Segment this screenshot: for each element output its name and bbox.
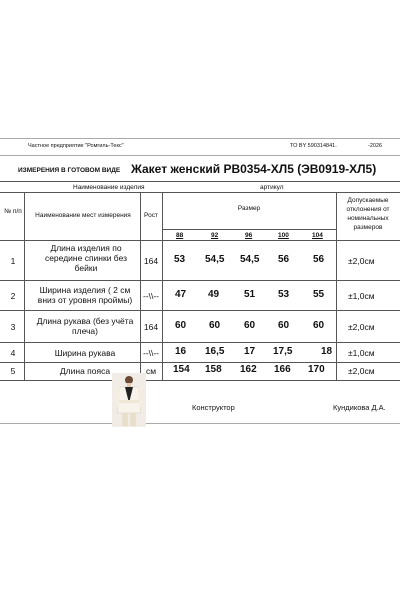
size-value: 53 (174, 254, 186, 265)
tolerance-value: ±2,0см (348, 256, 375, 266)
size-value: 16,5 (205, 346, 225, 357)
size-value: 54,5 (240, 254, 260, 265)
constructor-label: Конструктор (192, 403, 235, 412)
size-value: 60 (175, 320, 187, 331)
size-value: 49 (208, 289, 220, 300)
col-header-number: № п/п (4, 208, 22, 215)
measure-name: Длина рукава (без учёта плеча) (36, 316, 134, 336)
tolerance-value: ±2,0см (348, 322, 375, 332)
size-label: 96 (245, 232, 253, 239)
year: -2026 (368, 143, 383, 149)
size-value: 170 (308, 364, 325, 375)
row-number: 5 (10, 366, 16, 376)
size-label: 104 (312, 232, 323, 239)
size-value: 60 (244, 320, 256, 331)
measure-name: Ширина рукава (54, 348, 116, 358)
measure-name: Длина пояса (59, 366, 111, 376)
size-value: 60 (209, 320, 221, 331)
size-label: 88 (176, 232, 184, 239)
col-header-measure: Наименование мест измерения (35, 212, 131, 219)
product-name-label: Наименование изделия (73, 184, 145, 191)
size-value: 16 (175, 346, 187, 357)
size-value: 18 (321, 346, 333, 357)
tolerance-value: ±2,0см (348, 366, 375, 376)
measure-name: Длина изделия по середине спинки без бейки (44, 243, 128, 273)
size-value: 162 (240, 364, 257, 375)
constructor-name: Кундикова Д.А. (333, 403, 386, 412)
col-header-size: Размер (237, 205, 261, 212)
measure-name: Ширина изделия ( 2 см вниз от уровня проймы) (37, 285, 133, 305)
col-header-height: Рост (144, 212, 158, 219)
standard-number: ТО BY 590314841. (290, 143, 337, 149)
height-value: --\\-- (142, 291, 160, 301)
size-value: 51 (244, 289, 256, 300)
measurements-caption: ИЗМЕРЕНИЯ В ГОТОВОМ ВИДЕ (18, 167, 121, 174)
size-value: 56 (313, 254, 325, 265)
size-value: 17,5 (273, 346, 293, 357)
product-title: Жакет женский РВ0354-ХЛ5 (ЭВ0919-ХЛ5) (131, 162, 377, 176)
height-value: --\\-- (142, 348, 160, 358)
size-value: 55 (313, 289, 325, 300)
size-value: 60 (313, 320, 325, 331)
size-label: 100 (278, 232, 289, 239)
size-value: 158 (205, 364, 222, 375)
size-value: 56 (278, 254, 290, 265)
size-value: 17 (244, 346, 256, 357)
height-value: 164 (143, 256, 159, 266)
tolerance-value: ±1,0см (348, 348, 375, 358)
size-label: 92 (211, 232, 219, 239)
article-label: артикул (260, 184, 284, 191)
row-number: 4 (10, 348, 16, 358)
height-value: 164 (143, 322, 159, 332)
row-number: 2 (10, 291, 16, 301)
size-value: 60 (278, 320, 290, 331)
row-number: 3 (10, 322, 16, 332)
row-number: 1 (10, 256, 16, 266)
size-value: 54,5 (205, 254, 225, 265)
size-value: 47 (175, 289, 187, 300)
size-value: 154 (173, 364, 190, 375)
product-photo-icon (112, 373, 146, 427)
tolerance-value: ±1,0см (348, 291, 375, 301)
col-header-tolerance: Допускаемые отклонения от номинальных размеров (346, 197, 390, 231)
size-value: 53 (278, 289, 290, 300)
size-value: 166 (274, 364, 291, 375)
enterprise-name: Частное предприятие "Ромгиль-Текс" (28, 143, 124, 149)
height-value: см (145, 366, 157, 376)
